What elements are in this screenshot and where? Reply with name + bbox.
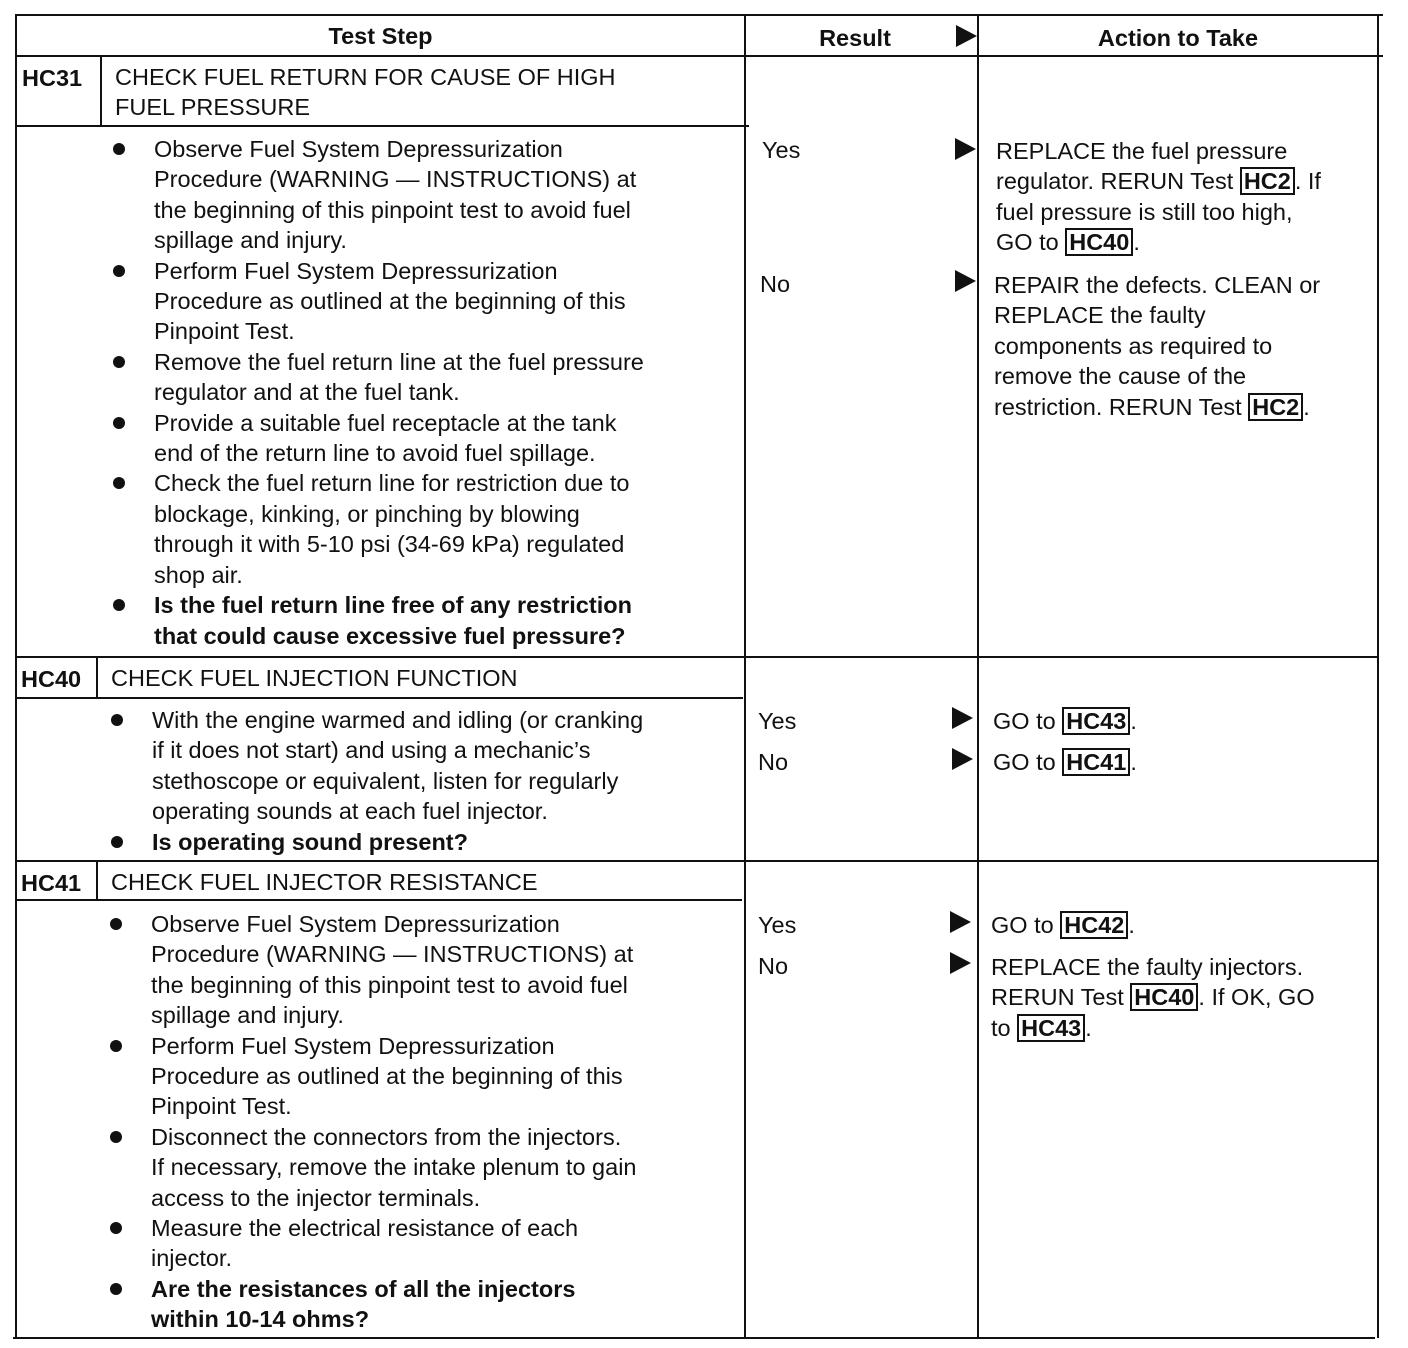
bullet-item: Remove the fuel return line at the fuel pressure regulator and at the fuel tank. (154, 347, 644, 408)
bullet-item: Provide a suitable fuel receptacle at the tank end of the return line to avoid fuel spillage. (154, 408, 644, 469)
test-ref-hc40[interactable]: HC40 (1065, 228, 1133, 256)
bullet-item: With the engine warmed and idling (or cranking if it does not start) and using a mechanic’s stethoscope or equivalent, listen for regularly operating sounds at each fuel injector. (152, 705, 643, 827)
bullet-item: Disconnect the connectors from the injectors. If necessary, remove the intake plenum to gain access to the injector terminals. (151, 1122, 637, 1213)
bullet-icon (110, 1283, 122, 1295)
arrow-icon (955, 138, 976, 160)
bullet-icon (113, 417, 125, 429)
arrow-icon (952, 707, 973, 729)
action-yes-hc31: REPLACE the fuel pressure regulator. RERUN Test HC2 . If fuel pressure is still too high, GO to HC40 . (996, 138, 1321, 256)
test-ref-hc2[interactable]: HC2 (1248, 393, 1303, 421)
header-test-step: Test Step (328, 23, 433, 49)
step-bullets-hc41 (151, 909, 637, 1335)
hc41-title-border (15, 899, 742, 901)
bullet-icon (111, 714, 123, 726)
arrow-icon (955, 270, 976, 292)
bullet-icon (110, 918, 122, 930)
bullet-question: Is the fuel return line free of any restriction that could cause excessive fuel pressure? (154, 590, 644, 651)
test-ref-hc41[interactable]: HC41 (1062, 748, 1130, 776)
hc41-code-divider (96, 860, 98, 900)
bullet-item: Perform Fuel System Depressurization Procedure as outlined at the beginning of this Pinpoint Test. (151, 1031, 637, 1122)
bullet-question: Is operating sound present? (152, 827, 643, 857)
bullet-item: Observe Fuel System Depressurization Procedure (WARNING — INSTRUCTIONS) at the beginning of this pinpoint test to avoid fuel spillage and injury. (154, 134, 644, 256)
action-yes-hc40: GO to HC43 . (993, 708, 1137, 734)
table-top-border (17, 14, 1383, 16)
result-column-left-border (744, 14, 746, 1338)
action-yes-hc41: GO to HC42 . (991, 912, 1135, 938)
action-no-hc31: REPAIR the defects. CLEAN or REPLACE the faulty components as required to remove the cause of the restriction. RERUN Test HC2 . (994, 272, 1321, 420)
header-arrow-icon (956, 25, 977, 47)
bullet-icon (113, 477, 125, 489)
header-action-to-take: Action to Take (1097, 25, 1259, 51)
test-ref-hc42[interactable]: HC42 (1060, 911, 1128, 939)
table-right-border (1377, 14, 1379, 1338)
result-no-hc40: No (758, 749, 789, 775)
arrow-icon (952, 748, 973, 770)
arrow-icon (950, 952, 971, 974)
test-ref-hc43[interactable]: HC43 (1062, 707, 1130, 735)
bullet-item: Perform Fuel System Depressurization Procedure as outlined at the beginning of this Pinpoint Test. (154, 256, 644, 347)
bullet-item: Observe Fuel System Depressurization Procedure (WARNING — INSTRUCTIONS) at the beginning of this pinpoint test to avoid fuel spillage and injury. (151, 909, 637, 1031)
step-bullets-hc40 (152, 705, 643, 857)
step-code-hc41: HC41 (21, 870, 82, 896)
step-code-hc40: HC40 (21, 666, 82, 692)
result-yes-hc41: Yes (758, 912, 797, 938)
bullet-item: Measure the electrical resistance of each injector. (151, 1213, 637, 1274)
hc31-code-divider (100, 55, 102, 126)
step-title-hc40: CHECK FUEL INJECTION FUNCTION (111, 665, 518, 691)
result-no-hc31: No (760, 271, 791, 297)
bullet-icon (110, 1040, 122, 1052)
hc40-code-divider (96, 656, 98, 698)
arrow-icon (950, 911, 971, 933)
bullet-icon (113, 265, 125, 277)
step-title-hc31: CHECK FUEL RETURN FOR CAUSE OF HIGH FUEL PRESSURE (115, 64, 616, 121)
test-ref-hc43[interactable]: HC43 (1017, 1014, 1085, 1042)
table-left-border (15, 14, 17, 1338)
hc41-top-border (15, 860, 1377, 862)
header-result: Result (819, 25, 891, 51)
bullet-item: Check the fuel return line for restriction due to blockage, kinking, or pinching by blowing through it with 5-10 psi (34-69 kPa) regulated shop air. (154, 468, 644, 590)
bullet-icon (113, 356, 125, 368)
bullet-icon (111, 836, 123, 848)
table-bottom-border (13, 1337, 1375, 1339)
step-bullets-hc31 (154, 134, 644, 651)
hc40-top-border (17, 656, 1377, 658)
result-yes-hc31: Yes (762, 137, 801, 163)
bullet-icon (110, 1222, 122, 1234)
header-bottom-border (17, 55, 1383, 57)
action-column-left-border (977, 14, 979, 1338)
bullet-question: Are the resistances of all the injectors within 10-14 ohms? (151, 1274, 637, 1335)
bullet-icon (110, 1131, 122, 1143)
step-title-hc41: CHECK FUEL INJECTOR RESISTANCE (111, 869, 538, 895)
result-no-hc41: No (758, 953, 789, 979)
result-yes-hc40: Yes (758, 708, 797, 734)
bullet-icon (113, 599, 125, 611)
hc31-title-border (17, 125, 749, 127)
test-ref-hc40[interactable]: HC40 (1130, 983, 1198, 1011)
action-no-hc40: GO to HC41 . (993, 749, 1137, 775)
bullet-icon (113, 143, 125, 155)
step-code-hc31: HC31 (22, 65, 83, 91)
hc40-title-border (17, 697, 743, 699)
test-ref-hc2[interactable]: HC2 (1240, 167, 1295, 195)
action-no-hc41: REPLACE the faulty injectors. RERUN Test HC40 . If OK, GO to HC43 . (991, 954, 1315, 1041)
